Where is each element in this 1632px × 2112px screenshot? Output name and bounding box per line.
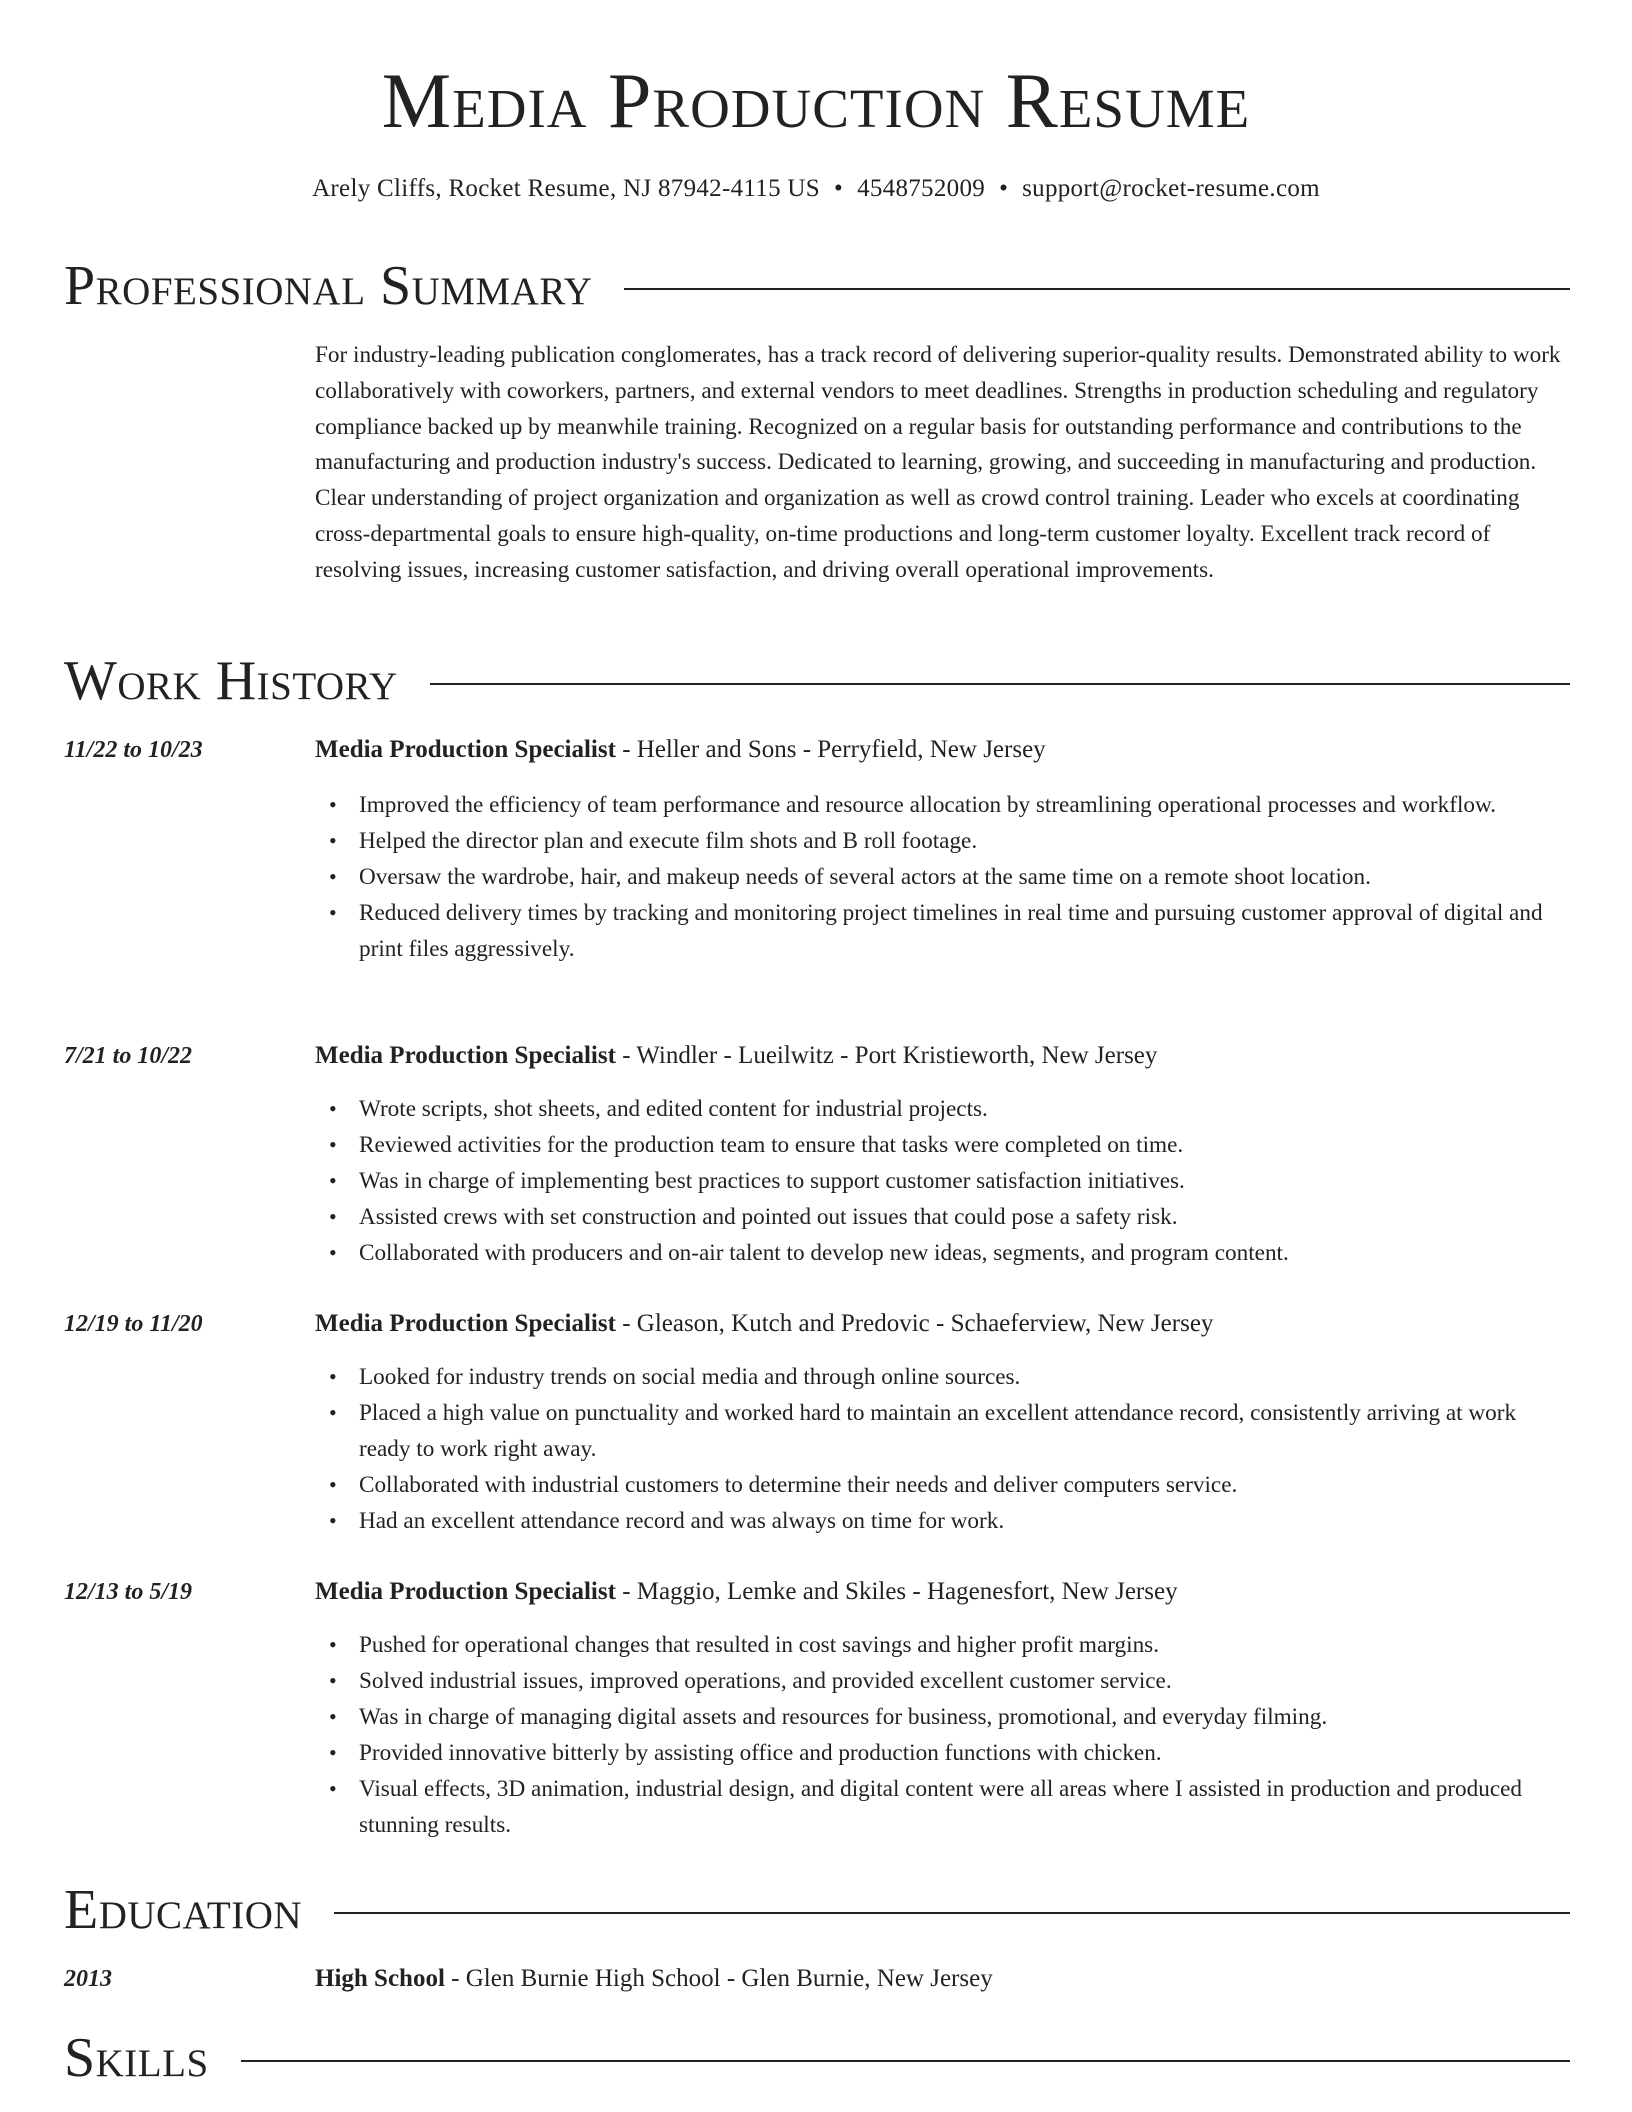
job-bullet: • Oversaw the wardrobe, hair, and makeup needs of several actors at the same time on a remote shoot location. (359, 859, 1570, 895)
contact-phone: 4548752009 (857, 175, 986, 202)
job-dates: 11/22 to 10/23 (64, 737, 203, 763)
job-bullets (315, 1359, 1570, 1539)
job-bullets (315, 787, 1570, 967)
section-divider (430, 683, 1570, 685)
job-details: - Maggio, Lemke and Skiles - Hagenesfort, New Jersey (615, 1578, 1178, 1605)
job-bullets (315, 1091, 1570, 1271)
section-divider (241, 2060, 1570, 2062)
section-title-education: Education (64, 1879, 303, 1941)
section-title-summary: Professional Summary (64, 255, 593, 317)
job-heading (315, 1307, 1213, 1341)
job-bullet: • Reduced delivery times by tracking and monitoring project timelines in real time and pursuing customer approval of digital and print files aggressively. (359, 895, 1570, 967)
section-title-work-history: Work History (64, 650, 398, 712)
job-bullets (315, 1627, 1570, 1843)
job-dates: 7/21 to 10/22 (64, 1043, 193, 1069)
contact-separator: • (999, 175, 1009, 202)
job-bullet: • Placed a high value on punctuality and worked hard to maintain an excellent attendance record, consistently arriving at work ready to work right away. (359, 1395, 1570, 1467)
job-heading (315, 1575, 1178, 1609)
job-bullet: • Helped the director plan and execute film shots and B roll footage. (359, 823, 1570, 859)
job-bullet: • Reviewed activities for the production team to ensure that tasks were completed on time. (359, 1127, 1570, 1163)
job-bullet: • Was in charge of managing digital assets and resources for business, promotional, and everyday filming. (359, 1699, 1570, 1735)
job-bullet: • Collaborated with industrial customers to determine their needs and deliver computers service. (359, 1467, 1570, 1503)
section-heading-summary (64, 255, 1570, 317)
job-bullet: • Visual effects, 3D animation, industrial design, and digital content were all areas where I assisted in production and produced stunning results. (359, 1771, 1570, 1843)
section-title-skills: Skills (64, 2027, 209, 2089)
contact-email: support@rocket-resume.com (1022, 175, 1320, 202)
job-role: Media Production Specialist (315, 1578, 616, 1605)
job-bullet: • Provided innovative bitterly by assisting office and production functions with chicken. (359, 1735, 1570, 1771)
contact-line (0, 175, 1632, 203)
section-heading-work-history (64, 650, 1570, 712)
job-bullet: • Solved industrial issues, improved operations, and provided excellent customer service. (359, 1663, 1570, 1699)
job-role: Media Production Specialist (315, 1042, 616, 1069)
job-bullet: • Pushed for operational changes that resulted in cost savings and higher profit margins. (359, 1627, 1570, 1663)
education-year: 2013 (64, 1966, 112, 1992)
section-heading-skills (64, 2027, 1570, 2089)
job-bullet: • Wrote scripts, shot sheets, and edited content for industrial projects. (359, 1091, 1570, 1127)
job-heading (315, 733, 1046, 767)
section-divider (334, 1912, 1570, 1914)
contact-separator: • (834, 175, 844, 202)
job-details: - Heller and Sons - Perryfield, New Jersey (615, 736, 1046, 763)
job-bullet: • Was in charge of implementing best practices to support customer satisfaction initiatives. (359, 1163, 1570, 1199)
job-dates: 12/13 to 5/19 (64, 1579, 193, 1605)
job-role: Media Production Specialist (315, 1310, 616, 1337)
job-dates: 12/19 to 11/20 (64, 1311, 203, 1337)
section-heading-education (64, 1879, 1570, 1941)
job-bullet: • Looked for industry trends on social media and through online sources. (359, 1359, 1570, 1395)
education-degree: High School (315, 1965, 445, 1992)
education-heading (315, 1962, 993, 1996)
job-bullet: • Collaborated with producers and on-air talent to develop new ideas, segments, and program content. (359, 1235, 1570, 1271)
job-role: Media Production Specialist (315, 736, 616, 763)
job-details: - Gleason, Kutch and Predovic - Schaeferview, New Jersey (615, 1310, 1214, 1337)
job-bullet: • Had an excellent attendance record and was always on time for work. (359, 1503, 1570, 1539)
job-bullet: • Assisted crews with set construction and pointed out issues that could pose a safety risk. (359, 1199, 1570, 1235)
contact-address: Arely Cliffs, Rocket Resume, NJ 87942-4115 US (312, 175, 820, 202)
job-heading (315, 1039, 1157, 1073)
resume-title: Media Production Resume (381, 57, 1251, 144)
job-details: - Windler - Lueilwitz - Port Kristieworth, New Jersey (615, 1042, 1158, 1069)
section-divider (624, 288, 1570, 290)
education-details: - Glen Burnie High School - Glen Burnie, New Jersey (444, 1965, 993, 1992)
job-bullet: • Improved the efficiency of team performance and resource allocation by streamlining operational processes and workflow. (359, 787, 1570, 823)
summary-text: For industry-leading publication conglomerates, has a track record of delivering superior-quality results. Demonstrated ability to work collaboratively with coworkers, partners, and external vendors to meet deadlines. Strengths in production scheduling and regulatory compliance backed up by meanwhile training. Recognized on a regular basis for outstanding performance and contributions to the manufacturing and production industry's success. Dedicated to learning, growing, and succeeding in manufacturing and production. Clear understanding of project organization and organization as well as crowd control training. Leader who excels at coordinating cross-departmental goals to ensure high-quality, on-time productions and long-term customer loyalty. Excellent track record of resolving issues, increasing customer satisfaction, and driving overall operational improvements. (315, 342, 1561, 583)
